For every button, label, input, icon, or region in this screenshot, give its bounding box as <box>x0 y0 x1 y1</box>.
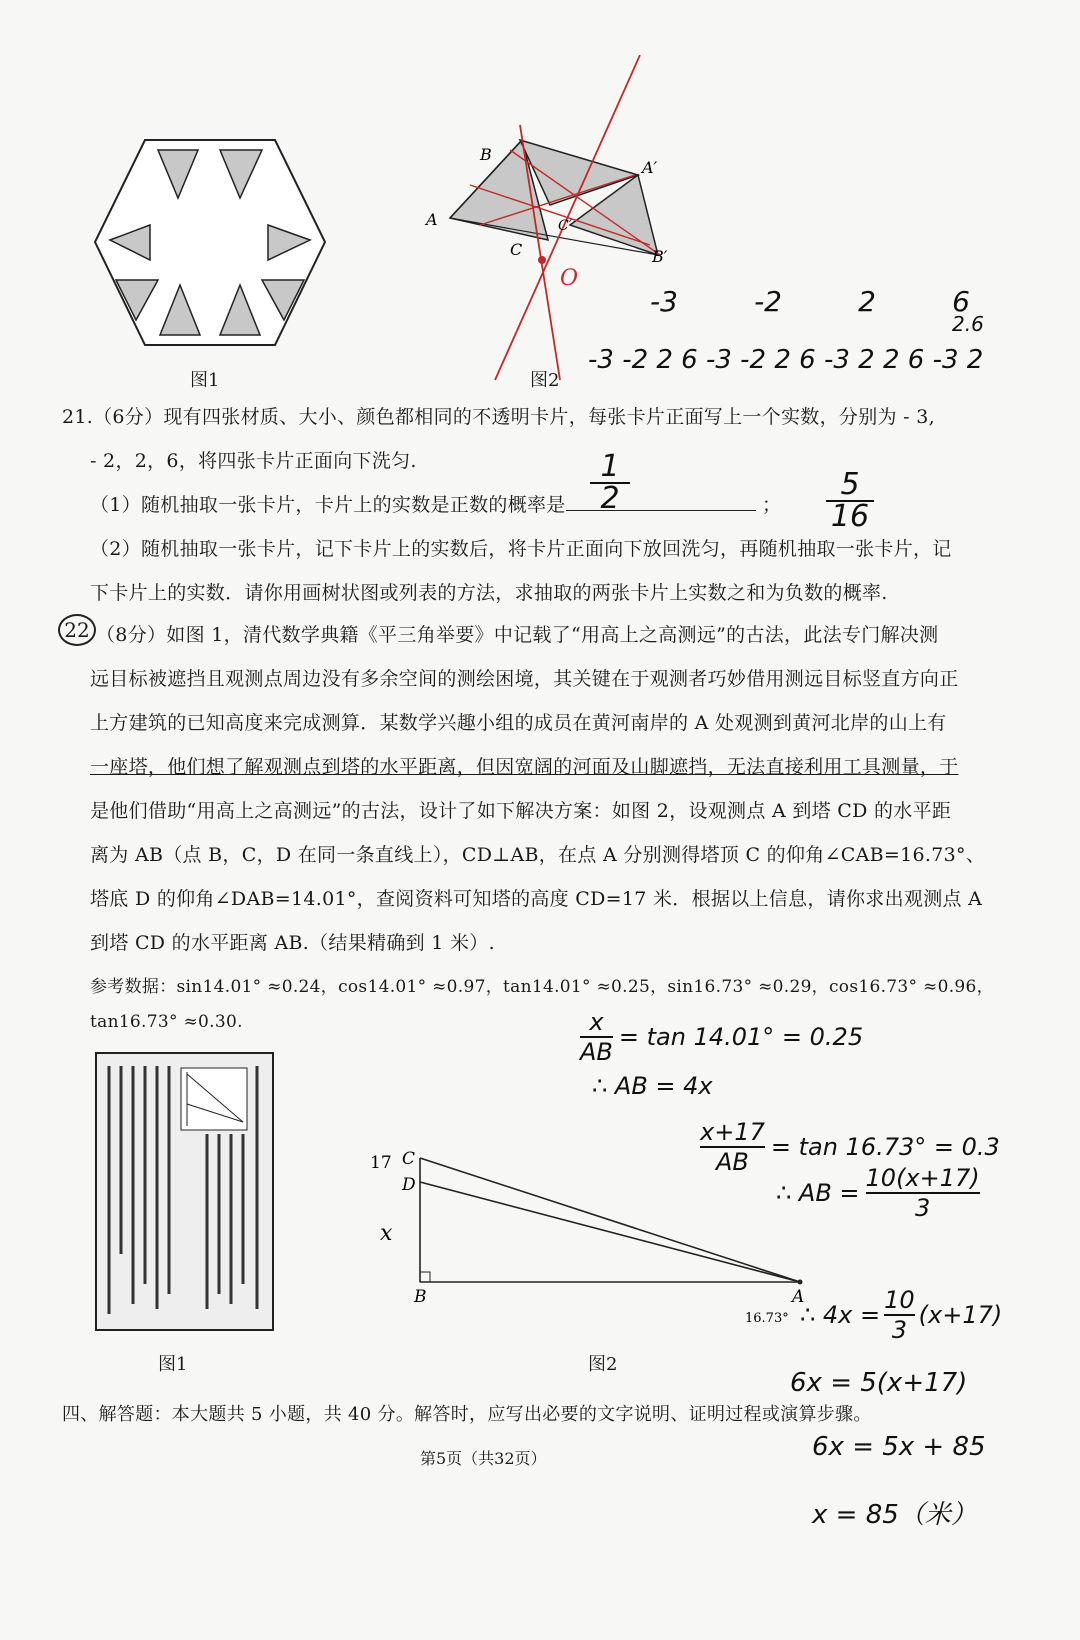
q21-line2: - 2，2，6，将四张卡片正面向下洗匀. <box>90 450 417 472</box>
rotation-figure <box>420 55 680 385</box>
hw-row2: -3 -2 2 6 -3 -2 2 6 -3 2 2 6 -3 2 <box>588 345 984 375</box>
label-C-prime: C′ <box>558 218 572 234</box>
q21-line3 <box>90 490 781 517</box>
handwritten-cards <box>650 285 970 325</box>
hw-card-1: -3 <box>650 285 678 318</box>
q22-line7: 塔底 D 的仰角∠DAB=14.01°，查阅资料可知塔的高度 CD=17 米．根据以上信息，请你求出观测点 A <box>90 888 983 910</box>
q22-line8: 到塔 CD 的水平距离 AB.（结果精确到 1 米）. <box>90 932 495 954</box>
label-A: A <box>426 210 438 229</box>
q21-line4: （2）随机抽取一张卡片，记下卡片上的实数后，将卡片正面向下放回洗匀，再随机抽取一张卡片，记 <box>90 538 952 560</box>
hw-solution-l5: ∴ 4x = $\frac{10}{3}$ (x+17) <box>800 1286 1003 1344</box>
hw-answer-5-16: 5 16 <box>826 470 874 532</box>
label-B: B <box>480 145 492 164</box>
label-D: D <box>402 1175 416 1195</box>
label-A: A <box>792 1287 805 1307</box>
q22-line1: （8分）如图 1，清代数学典籍《平三角举要》中记载了“用高上之高测远”的古法，此法专门解决测 <box>96 624 939 646</box>
hw-solution-l7: 6x = 5x + 85 <box>812 1432 986 1462</box>
hw-solution-l2: ∴ AB = 4x <box>592 1072 713 1100</box>
label-C: C <box>510 240 523 259</box>
bottom-figure-2-caption: 图2 <box>588 1354 618 1375</box>
section-4-heading: 四、解答题：本大题共 5 小题，共 40 分。解答时，应写出必要的文字说明、证明过程或演算步骤。 <box>62 1404 872 1425</box>
bottom-figure-1-caption: 图1 <box>158 1354 188 1375</box>
label-B: B <box>414 1287 427 1307</box>
q22-line2: 远目标被遮挡且观测点周边没有多余空间的测绘困境，其关键在于观测者巧妙借用测远目标竖直方向正 <box>90 668 959 690</box>
semicolon: ； <box>761 494 782 516</box>
q22-line3: 上方建筑的已知高度来完成测算．某数学兴趣小组的成员在黄河南岸的 A 处观测到黄河北岸的山上有 <box>90 712 947 734</box>
ancient-book-image <box>95 1052 274 1331</box>
hw-corner: 2.6 <box>952 312 984 336</box>
hexagon-figure <box>80 130 340 360</box>
label-A-prime: A′ <box>642 158 658 177</box>
hw-solution-l1: $\frac{x}{AB}$ = tan 14.01° = 0.25 <box>580 1008 864 1066</box>
page-footer: 第5页（共32页） <box>420 1449 547 1468</box>
hw-angle: 16.73° <box>745 1311 789 1326</box>
hw-solution-l4: ∴ AB = $\frac{10(x+17)}{3}$ <box>776 1164 980 1222</box>
q22-line4: 一座塔，他们想了解观测点到塔的水平距离，但因宽阔的河面及山脚遮挡，无法直接利用工具测量，于 <box>90 756 959 778</box>
q22-reference-data-1: 参考数据：sin14.01° ≈0.24，cos14.01° ≈0.97，tan14.01° ≈0.25，sin16.73° ≈0.29，cos16.73° ≈0.96， <box>90 977 994 997</box>
q22-reference-data-2: tan16.73° ≈0.30. <box>90 1012 243 1032</box>
hw-solution-l6: 6x = 5(x+17) <box>790 1368 968 1398</box>
label-B-prime: B′ <box>652 247 668 266</box>
top-figure-2-caption: 图2 <box>530 370 560 391</box>
label-C: C <box>402 1149 416 1169</box>
hw-card-4: 6 <box>952 285 970 318</box>
hw-solution-l8: x = 85（米） <box>812 1500 977 1530</box>
q22-line6: 离为 AB（点 B，C，D 在同一条直线上），CD⊥AB，在点 A 分别测得塔顶 C 的仰角∠CAB=16.73°、 <box>90 844 986 866</box>
ancient-book-illustration <box>97 1054 272 1329</box>
hw-answer-half: 1 2 <box>590 452 630 514</box>
q22-circled-number: 22 <box>58 614 96 646</box>
top-figure-1-caption: 图1 <box>190 370 220 391</box>
q22-line5: 是他们借助“用高上之高测远”的古法，设计了如下解决方案：如图 2，设观测点 A 到塔 CD 的水平距 <box>90 800 952 822</box>
hw-x: x <box>380 1221 393 1246</box>
q21-line5: 下卡片上的实数．请你用画树状图或列表的方法，求抽取的两张卡片上实数之和为负数的概率. <box>90 582 888 604</box>
hw-card-3: 2 <box>858 285 876 318</box>
hw-card-2: -2 <box>754 285 782 318</box>
label-O: O <box>560 266 579 291</box>
q21-part1-text: （1）随机抽取一张卡片，卡片上的实数是正数的概率是 <box>90 494 566 516</box>
hw-solution-l3: $\frac{x+17}{AB}$ = tan 16.73° = 0.3 <box>700 1118 1000 1176</box>
q21-line1: 21.（6分）现有四张材质、大小、颜色都相同的不透明卡片，每张卡片正面写上一个实数，分别为 - 3, <box>62 406 935 428</box>
hw-17: 17 <box>370 1153 392 1173</box>
